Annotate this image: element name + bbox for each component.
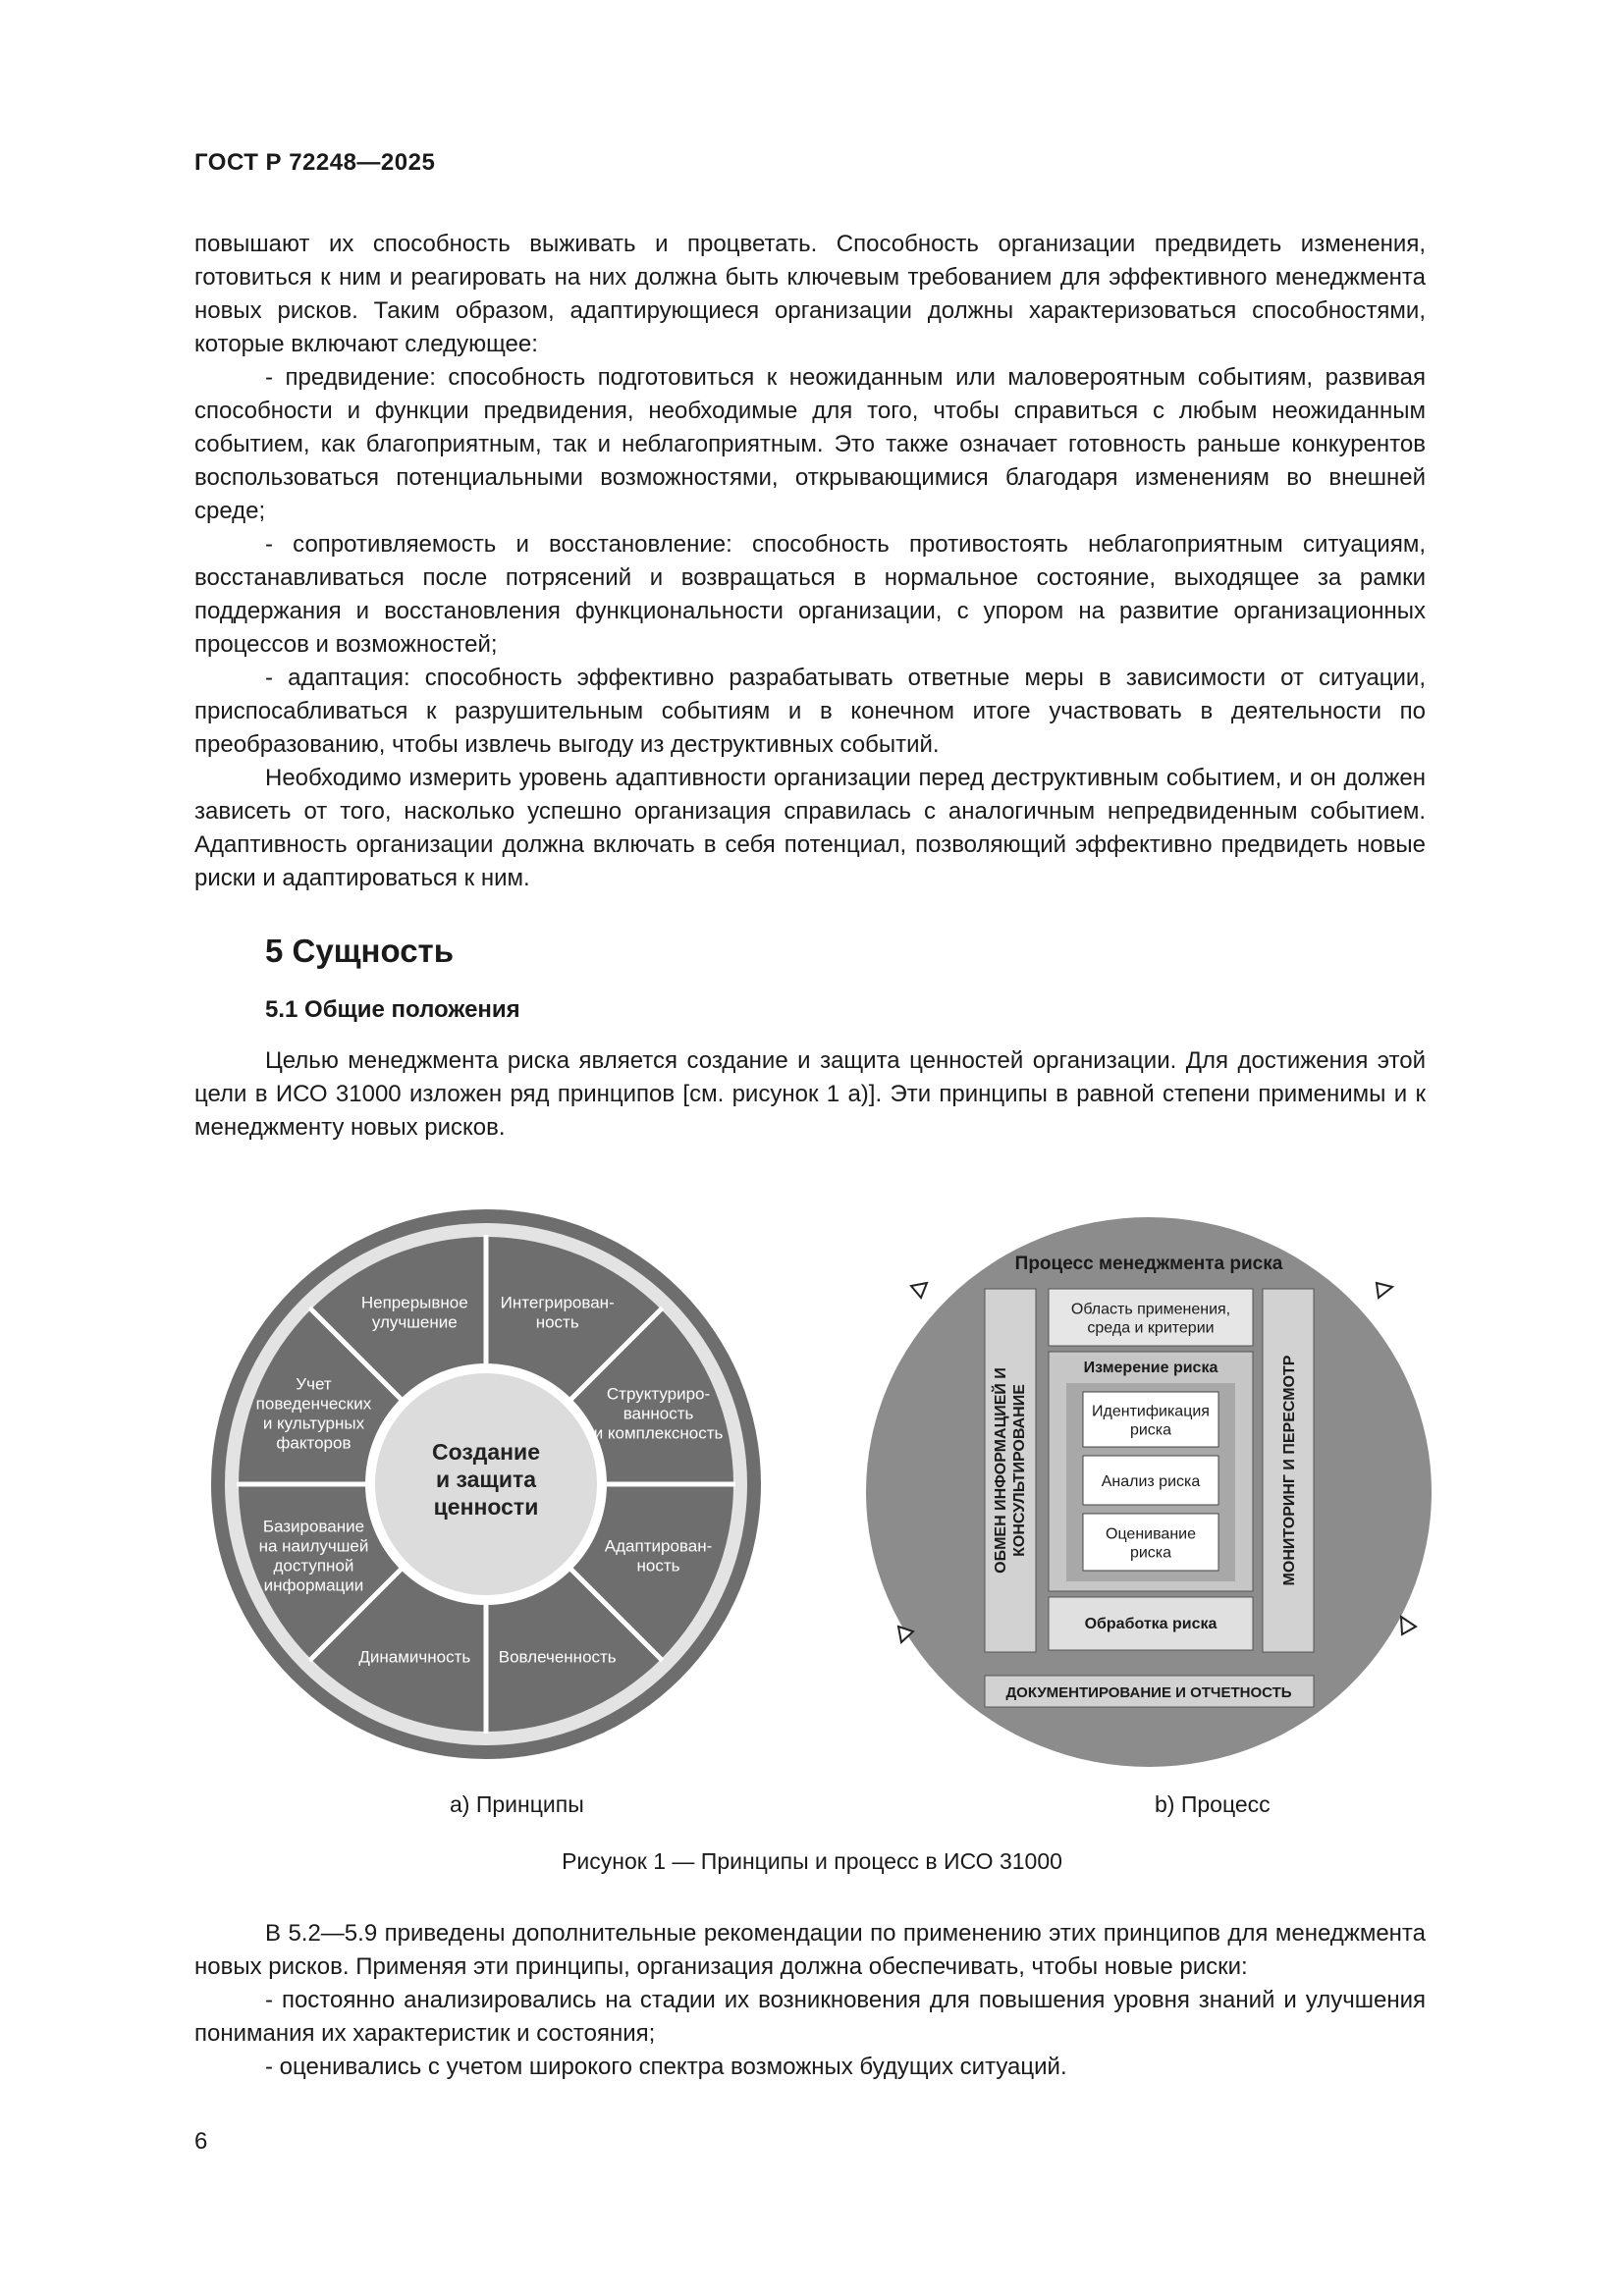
principle-segment: Учет поведенческих и культурных факторов xyxy=(255,1374,372,1453)
section-text xyxy=(194,1044,1426,1145)
principle-segment: Адаптирован-ность xyxy=(604,1536,713,1575)
process-diagram xyxy=(776,1163,1483,1782)
principle-segment: Непрерывное улучшение xyxy=(360,1293,468,1332)
risk-evaluation-box: Оценивание риска xyxy=(1106,1525,1196,1562)
paragraph: - предвидение: способность подготовиться к неожиданным или маловероятным событиям, развивая способности и функции предвидения, необходимые для того, чтобы справиться с любым неожиданным событием, как благоприятным, так и неблагоприятным. Это также означает готовность раньше конкурентов воспользоваться потенциальными возможностями, открывающимися благодаря изменениям во внешней среде; xyxy=(194,364,1426,524)
center-value-label: Создание и защита ценности xyxy=(431,1439,541,1520)
subsection-heading: 5.1 Общие положения xyxy=(265,996,520,1023)
principle-segment: Базирование на наилучшей доступной информации xyxy=(258,1517,369,1595)
figure-label-a: а) Принципы xyxy=(450,1791,584,1817)
figure-1 xyxy=(187,1163,1483,1782)
cycle-arrow-icon xyxy=(911,1283,927,1298)
principles-diagram xyxy=(187,1163,776,1782)
paragraph: - постоянно анализировались на стадии их возникновения для повышения уровня знаний и улучшения понимания их характеристик и состояния; xyxy=(194,1987,1426,2047)
paragraph: В 5.2—5.9 приведены дополнительные рекомендации по применению этих принципов для менеджмента новых рисков. Применяя эти принципы, организация должна обеспечивать, чтобы новые риски: xyxy=(194,1920,1426,1980)
paragraph: - сопротивляемость и восстановление: способность противостоять неблагоприятным ситуациям, восстанавливаться после потрясений и возвращаться в нормальное состояние, выходящее за рамки поддержания и восстановления функциональности организации, с упором на развитие организационных процессов и возможностей; xyxy=(194,531,1426,658)
cycle-arrow-icon xyxy=(1401,1617,1416,1634)
paragraph: - оценивались с учетом широкого спектра возможных будущих ситуаций. xyxy=(265,2054,1067,2080)
scope-box: Область применения, среда и критерии xyxy=(1070,1301,1231,1337)
paragraph: Целью менеджмента риска является создание и защита ценностей организации. Для достижения этой цели в ИСО 31000 изложен ряд принципов [см. рисунок 1 а)]. Эти принципы в равной степени применимы и к менеджменту новых рисков. xyxy=(194,1047,1426,1141)
intro-text xyxy=(194,228,1426,895)
principle-segment: Динамичность xyxy=(358,1647,471,1667)
paragraph: Необходимо измерить уровень адаптивности организации перед деструктивным событием, и он должен зависеть от того, насколько успешно организация справилась с аналогичным непредвиденным событием. Адаптивность организации должна включать в себя потенциал, позволяющий эффективно предвидеть новые риски и адаптироваться к ним. xyxy=(194,765,1426,891)
paragraph: - адаптация: способность эффективно разрабатывать ответные меры в зависимости от ситуации, приспосабливаться к разрушительным событиям и в конечном итоге участвовать в деятельности по преобразованию, чтобы извлечь выгоду из деструктивных событий. xyxy=(194,665,1426,758)
communication-consultation-bar: ОБМЕН ИНФОРМАЦИЕЙ И КОНСУЛЬТИРОВАНИЕ xyxy=(993,1367,1028,1574)
principle-segment: Вовлеченность xyxy=(498,1647,617,1667)
risk-assessment-label: Измерение риска xyxy=(1083,1360,1218,1376)
principle-segment: Структуриро-ванность и комплексность xyxy=(593,1384,724,1443)
risk-analysis-box: Анализ риска xyxy=(1101,1473,1201,1490)
page-number: 6 xyxy=(194,2128,208,2155)
figure-label-b: b) Процесс xyxy=(1155,1791,1271,1817)
document-header: ГОСТ Р 72248—2025 xyxy=(194,149,436,176)
principle-segment: Интегрирован-ность xyxy=(500,1293,615,1332)
recording-reporting-bar: ДОКУМЕНТИРОВАНИЕ И ОТЧЕТНОСТЬ xyxy=(1005,1684,1292,1701)
figure-caption: Рисунок 1 — Принципы и процесс в ИСО 31000 xyxy=(562,1848,1062,1874)
cycle-arrow-icon xyxy=(1377,1283,1392,1298)
process-title: Процесс менеджмента риска xyxy=(1014,1254,1283,1274)
section-heading: 5 Сущность xyxy=(265,933,455,969)
paragraph: повышают их способность выживать и процветать. Способность организации предвидеть изменения, готовиться к ним и реагировать на них должна быть ключевым требованием для эффективного менеджмента новых рисков. Таким образом, адаптирующиеся организации должны характеризоваться способностями, которые включают следующее: xyxy=(194,231,1426,357)
monitoring-review-bar: МОНИТОРИНГ И ПЕРЕСМОТР xyxy=(1281,1355,1298,1586)
risk-treatment-box: Обработка риска xyxy=(1084,1616,1218,1632)
risk-identification-box: Идентификация риска xyxy=(1092,1403,1210,1439)
closing-text xyxy=(194,1917,1426,2084)
